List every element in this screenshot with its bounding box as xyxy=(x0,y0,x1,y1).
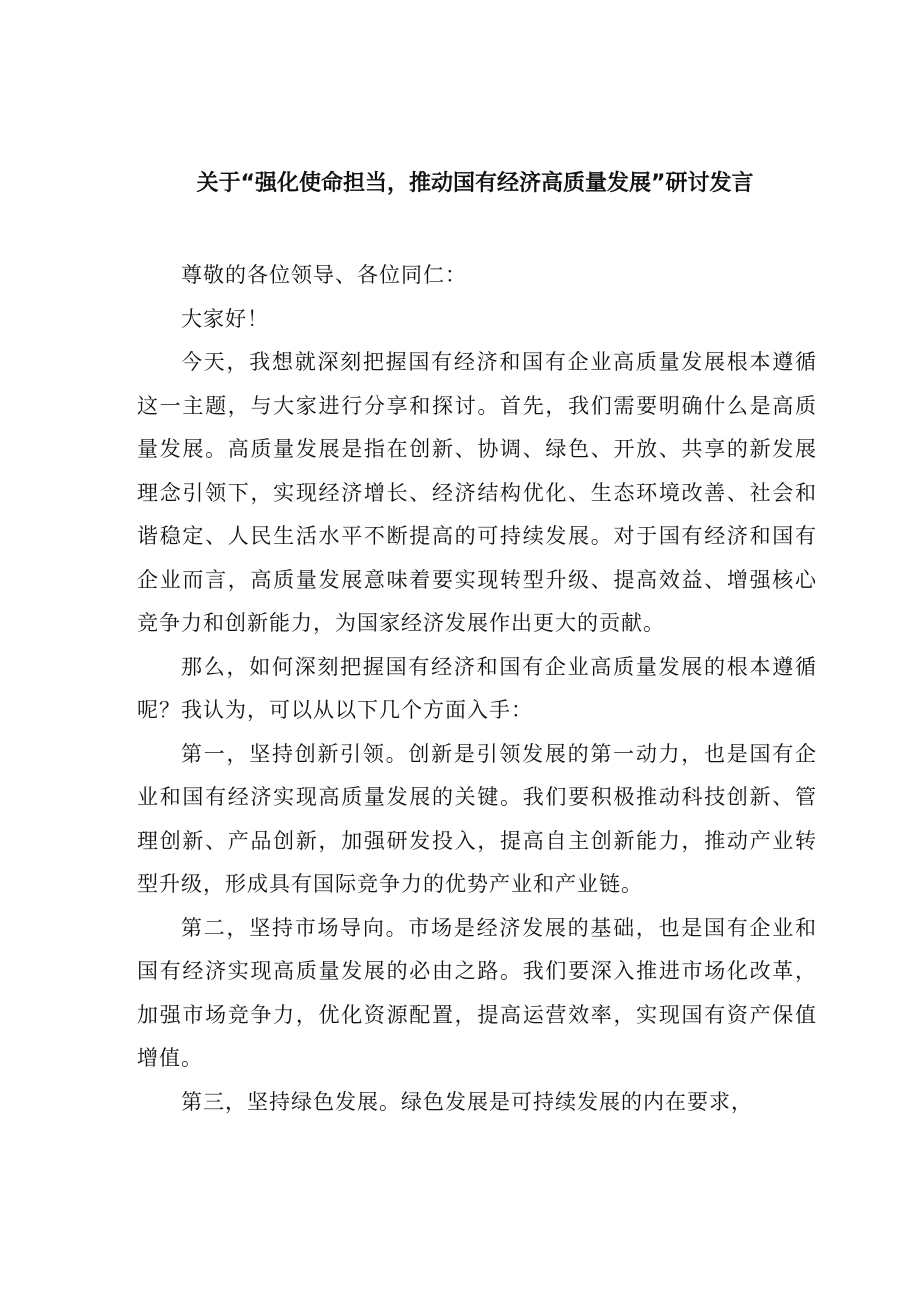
greeting-paragraph: 大家好！ xyxy=(181,306,269,331)
document-title: 关于“强化使命担当，推动国有经济高质量发展”研讨发言 xyxy=(196,171,754,196)
body-paragraph: 第一，坚持创新引领。创新是引领发展的第一动力，也是国有企业和国有经济实现高质量发展的关键。我们要积极推动科技创新、管理创新、产品创新，加强研发投入，提高自主创新能力，推动产业转型升级，形成具有国际竞争力的优势产业和产业链。 xyxy=(137,741,817,896)
body-paragraph: 今天，我想就深刻把握国有经济和国有企业高质量发展根本遵循这一主题，与大家进行分享和探讨。首先，我们需要明确什么是高质量发展。高质量发展是指在创新、协调、绿色、开放、共享的新发展理念引领下，实现经济增长、经济结构优化、生态环境改善、社会和谐稳定、人民生活水平不断提高的可持续发展。对于国有经济和国有企业而言，高质量发展意味着要实现转型升级、提高效益、增强核心竞争力和创新能力，为国家经济发展作出更大的贡献。 xyxy=(137,350,817,635)
body-paragraph: 第三，坚持绿色发展。绿色发展是可持续发展的内在要求， xyxy=(181,1089,753,1114)
body-paragraph: 第二，坚持市场导向。市场是经济发展的基础，也是国有企业和国有经济实现高质量发展的必由之路。我们要深入推进市场化改革，加强市场竞争力，优化资源配置，提高运营效率，实现国有资产保值增值。 xyxy=(137,915,817,1070)
body-paragraph: 那么，如何深刻把握国有经济和国有企业高质量发展的根本遵循呢？我认为，可以从以下几个方面入手： xyxy=(137,654,817,722)
salutation-paragraph: 尊敬的各位领导、各位同仁： xyxy=(181,263,467,287)
document-body xyxy=(137,254,817,1124)
